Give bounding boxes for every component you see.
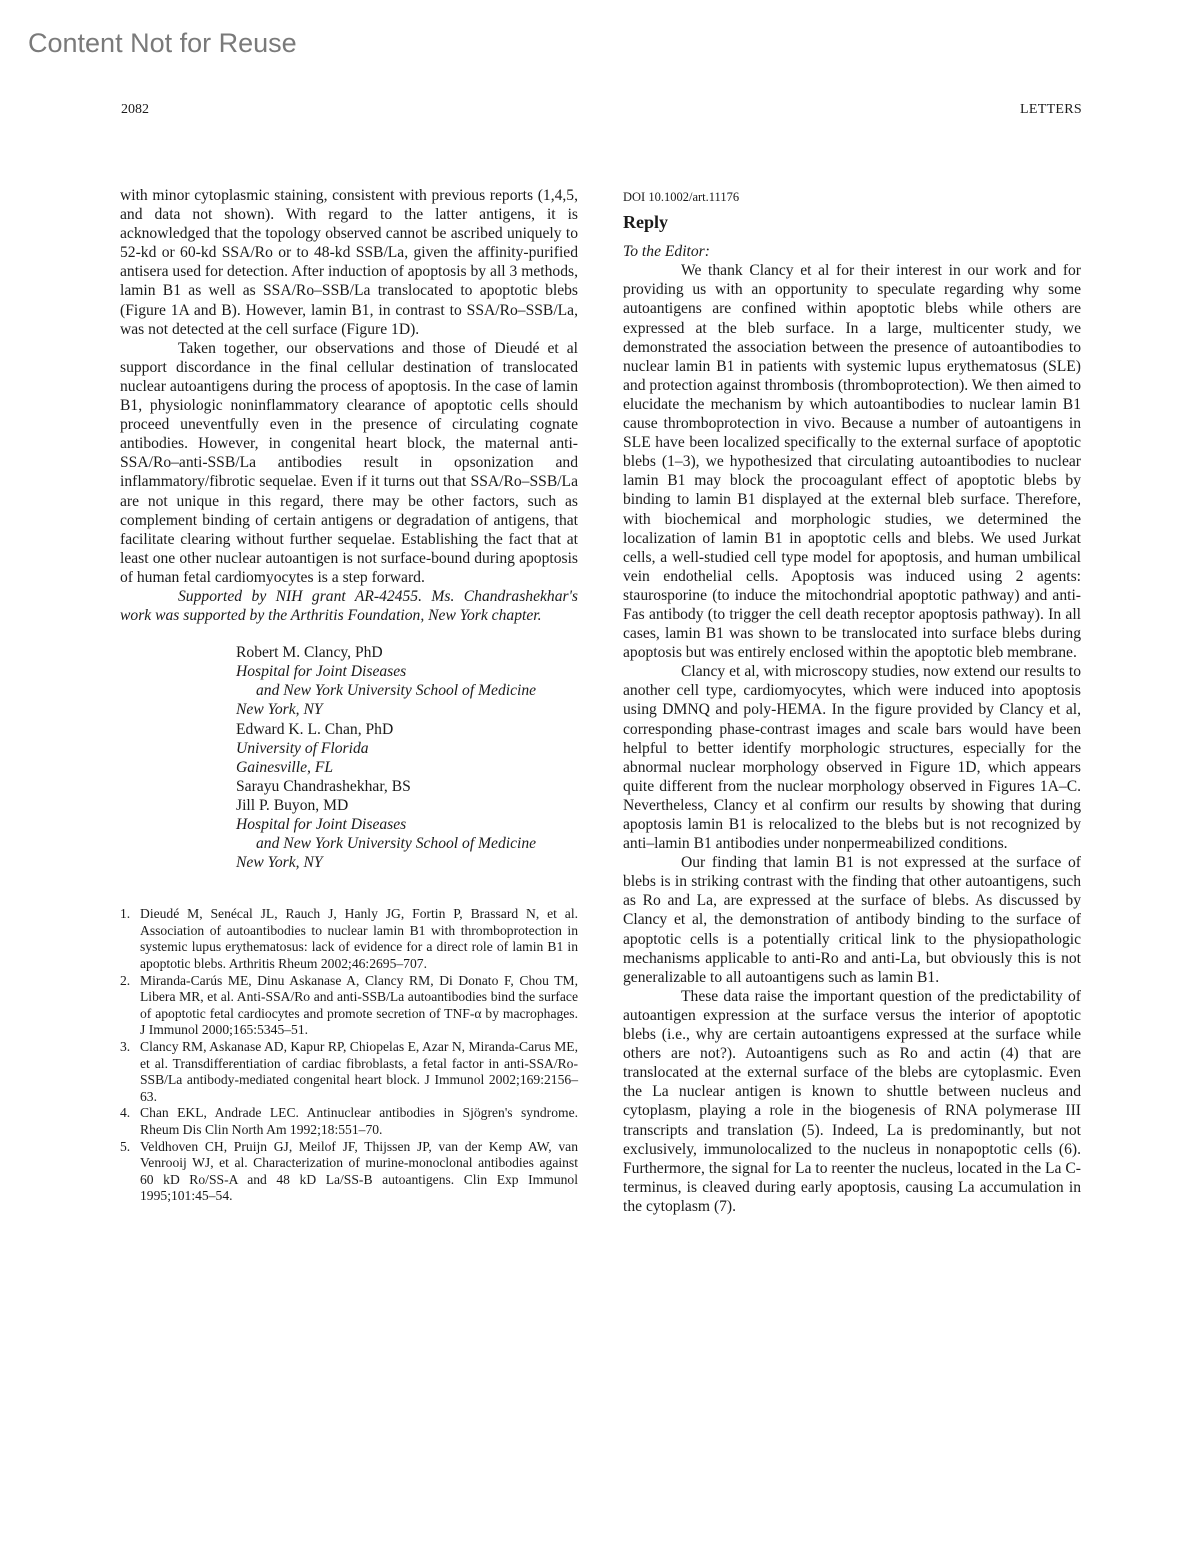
reference-text: Chan EKL, Andrade LEC. Antinuclear antibodies in Sjögren's syndrome. Rheum Dis Clin North Am 1992;18:551–70. [140,1105,578,1137]
body-paragraph: Our finding that lamin B1 is not expressed at the surface of blebs is in striking contrast with the finding that other autoantigens, such as Ro and La, are expressed at the surface of blebs. As discussed by Clancy et al, the demonstration of antibody binding to the surface of apoptotic cells is a potentially critical link to the physiopathologic mechanisms applicable to anti-Ro and anti-La, but obviously this is not generalizable to all autoantigens such as lamin B1. [623,854,1081,986]
article-title: Reply [623,212,668,233]
body-paragraph: These data raise the important question of the predictability of autoantigen expression at the surface versus the interior of apoptotic blebs (i.e., why are certain autoantigens expressed at the surface while others are not?). Autoantigens such as Ro and actin (4) that are translocated at the external surface of the blebs are cytoplasmic. Even the La nuclear antigen is known to shuttle between nucleus and cytoplasm, playing a role in the biogenesis of RNA polymerase III transcripts and translation (5). Indeed, La is predominantly, but not exclusively, immunolocalized to the nucleus in nonapoptotic cells (6). Furthermore, the signal for La to reenter the nucleus, located in the La C-terminus, is cleaved during early apoptosis, causing La accumulation in the cytoplasm (7). [623,987,1081,1215]
reference-number: 3. [120,1039,131,1055]
watermark: Content Not for Reuse [28,28,297,58]
author-affiliation: University of Florida [236,739,369,757]
reference-list [120,906,578,1205]
doi: DOI 10.1002/art.11176 [623,190,740,204]
reference-item [120,1039,578,1105]
body-paragraph: Clancy et al, with microscopy studies, now extend our results to another cell type, cardiomyocytes, which were induced into apoptosis using DMNQ and poly-HEMA. In the figure provided by Clancy et al, corresponding phase-contrast images and scale bars would have been helpful to better identify morphologic structures, especially for the abnormal nuclear morphology observed in Figure 1D, which appears quite different from the nuclear morphology observed in Figures 1A–C. Nevertheless, Clancy et al confirm our results by showing that during apoptosis lamin B1 is relocalized to the blebs but is not recognized by anti–lamin B1 antibodies under nonpermeabilized conditions. [623,663,1081,853]
reference-text: Dieudé M, Senécal JL, Rauch J, Hanly JG, Fortin P, Brassard N, et al. Association of autoantibodies to nuclear lamin B1 with thromboprotection in systemic lupus erythematosus: lack of evidence for a direct role of lamin B1 in apoptotic blebs. Arthritis Rheum 2002;46:2695–707. [140,906,578,972]
reference-item [120,1139,578,1205]
body-paragraph: with minor cytoplasmic staining, consistent with previous reports (1,4,5, and data not shown). With regard to the latter antigens, it is acknowledged that the topology observed cannot be ascribed uniquely to 52-kd or 60-kd SSA/Ro or to 48-kd SSB/La, given the affinity-purified antisera used for detection. After induction of apoptosis by all 3 methods, lamin B1 as well as SSA/Ro–SSB/La translocated to apoptotic blebs (Figure 1A and B). However, lamin B1, in contrast to SSA/Ro–SSB/La, was not detected at the cell surface (Figure 1D). [120,187,578,338]
left-column [120,186,578,1205]
reference-text: Clancy RM, Askanase AD, Kapur RP, Chiopelas E, Azar N, Miranda-Carus ME, et al. Transdifferentiation of cardiac fibroblasts, a fetal factor in anti-SSA/Ro-SSB/La antibody-mediated congenital heart block. J Immunol 2002;169:2156–63. [140,1039,578,1104]
body-paragraph: Taken together, our observations and those of Dieudé et al support discordance in the final cellular destination of translocated nuclear autoantigens during the process of apoptosis. In the case of lamin B1, physiologic noninflammatory clearance of apoptotic cells should proceed uneventfully even in the presence of circulating cognate antibodies. However, in congenital heart block, the maternal anti-SSA/Ro–anti-SSB/La antibodies result in opsonization and inflammatory/fibrotic sequelae. Even if it turns out that SSA/Ro–SSB/La are not unique in this regard, there may be other factors, such as complement binding of certain antigens or degradation of antigens, that facilitate clearing without further sequelae. Establishing the fact that at least one other nuclear autoantigen is not surface-bound during apoptosis of human fetal cardiomyocytes is a step forward. [120,339,578,586]
funding-note: Supported by NIH grant AR-42455. Ms. Chandrashekhar's work was supported by the Arthritis Foundation, New York chapter. [120,587,578,625]
reference-item [120,1105,578,1138]
reference-item [120,906,578,972]
reference-text: Veldhoven CH, Pruijn GJ, Meilof JF, Thijssen JP, van der Kemp AW, van Venrooij WJ, et al. Characterization of murine-monoclonal antibodies against 60 kD Ro/SS-A and 48 kD La/SS-B autoantigens. Clin Exp Immunol 1995;101:45–54. [140,1138,578,1204]
author-affiliation: Hospital for Joint Diseases [236,663,407,681]
author-name: Robert M. Clancy, PhD [236,644,383,662]
reference-number: 2. [120,972,131,988]
author-affiliation: Hospital for Joint Diseases [236,816,407,833]
author-affiliation: Gainesville, FL [236,758,334,776]
author-affiliation: New York, NY [236,701,323,719]
author-affiliation: New York, NY [236,854,323,872]
section-header: LETTERS [1020,102,1082,117]
reference-text: Miranda-Carús ME, Dinu Askanase A, Clancy RM, Di Donato F, Chou TM, Libera MR, et al. Anti-SSA/Ro and anti-SSB/La autoantibodies bind the surface of apoptotic fetal cardiocytes and promote secretion of TNF-α by macrophages. J Immunol 2000;165:5345–51. [140,972,578,1038]
author-signatures [236,643,578,872]
right-column [623,186,1081,1216]
reference-number: 1. [120,906,131,922]
reference-number: 4. [120,1105,131,1121]
page-number: 2082 [121,102,149,117]
body-paragraph: We thank Clancy et al for their interest in our work and for providing us with an opportunity to speculate regarding why some autoantigens are confined within apoptotic blebs while others are expressed at the bleb surface. In a large, multicenter study, we demonstrated the association between the presence of autoantibodies to nuclear lamin B1 in patients with systemic lupus erythematosus (SLE) and protection against thrombosis (thromboprotection). We then aimed to elucidate the mechanism by which autoantibodies to nuclear lamin B1 cause thromboprotection in vivo. Because a number of autoantigens in SLE have been localized specifically to the external surface of apoptotic blebs (1–3), we hypothesized that circulating autoantibodies to nuclear lamin B1 may block the procoagulant effect of apoptotic blebs by binding to lamin B1 displayed at the external bleb surface. Therefore, with biochemical and morphologic studies, we determined the localization of lamin B1 in apoptotic cells and blebs. We used Jurkat cells, a well-studied cell type model for apoptosis, and human umbilical vein endothelial cells. Apoptosis was induced using 2 agents: staurosporine (to induce the mitochondrial apoptotic pathway) and anti-Fas antibody (to trigger the cell death receptor apoptosis pathway). In all cases, lamin B1 was shown to be translocated into surface blebs during apoptosis but was entirely enclosed within the apoptotic bleb membrane. [623,262,1081,662]
salutation: To the Editor: [623,243,710,261]
author-name: Sarayu Chandrashekhar, BS [236,777,411,795]
author-name: Jill P. Buyon, MD [236,796,349,814]
author-affiliation: and New York University School of Medicine [256,682,537,700]
author-affiliation: and New York University School of Medicine [256,835,537,853]
reference-number: 5. [120,1138,131,1154]
reference-item [120,973,578,1039]
author-name: Edward K. L. Chan, PhD [236,720,394,738]
